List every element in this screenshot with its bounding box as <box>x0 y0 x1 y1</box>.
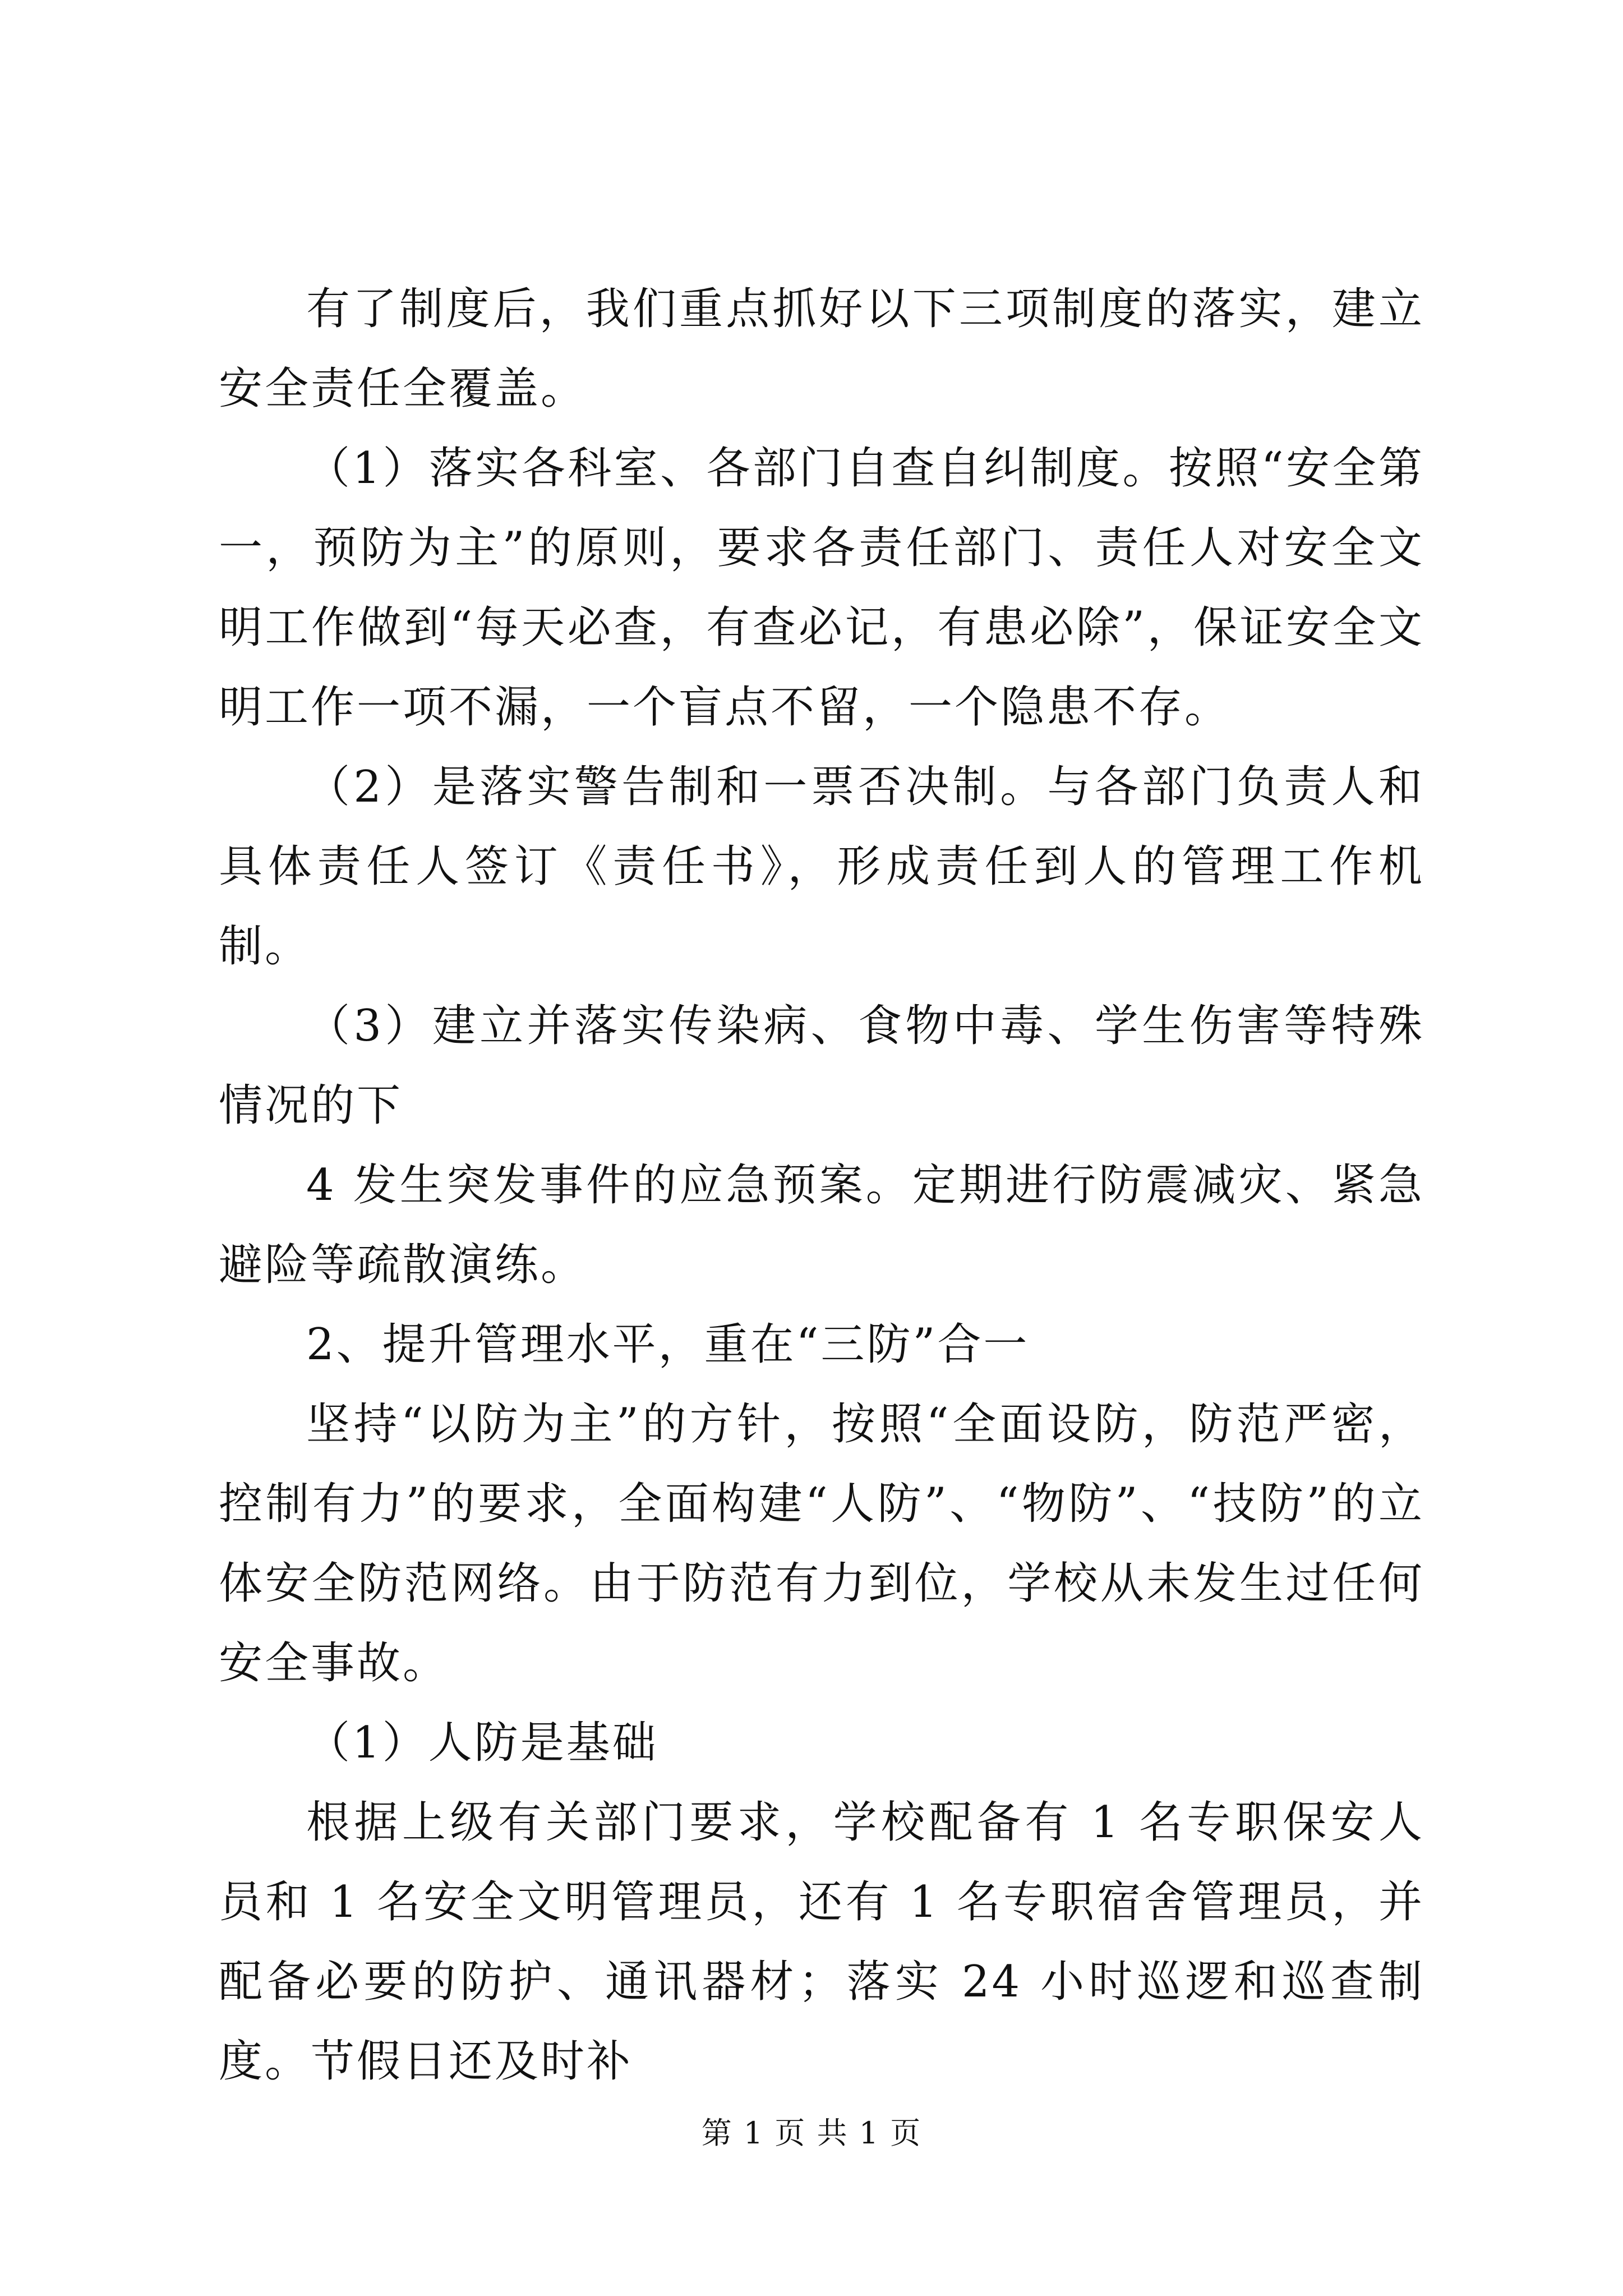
paragraph-item-1: （1）落实各科室、各部门自查自纠制度。按照“安全第一，预防为主”的原则，要求各责任部门、责任人对安全文明工作做到“每天必查，有查必记，有患必除”，保证安全文明工作一项不漏，一个盲点不留，一个隐患不存。 <box>219 443 1424 733</box>
paragraph-item-3: （3）建立并落实传染病、食物中毒、学生伤害等特殊情况的下 <box>219 1001 1424 1131</box>
paragraph-staffing: 根据上级有关部门要求，学校配备有 1 名专职保安人员和 1 名安全文明管理员，还有 1 名专职宿舍管理员，并配备必要的防护、通讯器材；落实 24 小时巡逻和巡查制度。节假日还及时补 <box>219 1797 1424 2087</box>
document-body <box>219 269 1424 2101</box>
paragraph-defense-policy: 坚持“以防为主”的方针，按照“全面设防，防范严密，控制有力”的要求，全面构建“人防”、“物防”、“技防”的立体安全防范网络。由于防范有力到位，学校从未发生过任何安全事故。 <box>219 1399 1424 1688</box>
paragraph-intro: 有了制度后，我们重点抓好以下三项制度的落实，建立安全责任全覆盖。 <box>219 284 1424 414</box>
page-number-footer: 第 1 页 共 1 页 <box>701 2115 922 2151</box>
section-heading-three-defense: 2、提升管理水平，重在“三防”合一 <box>306 1319 1030 1370</box>
subheading-human-defense: （1）人防是基础 <box>306 1718 658 1768</box>
paragraph-item-3-continued: 4 发生突发事件的应急预案。定期进行防震减灾、紧急避险等疏散演练。 <box>219 1160 1424 1290</box>
paragraph-item-2: （2）是落实警告制和一票否决制。与各部门负责人和具体责任人签订《责任书》，形成责任到人的管理工作机制。 <box>219 762 1424 972</box>
